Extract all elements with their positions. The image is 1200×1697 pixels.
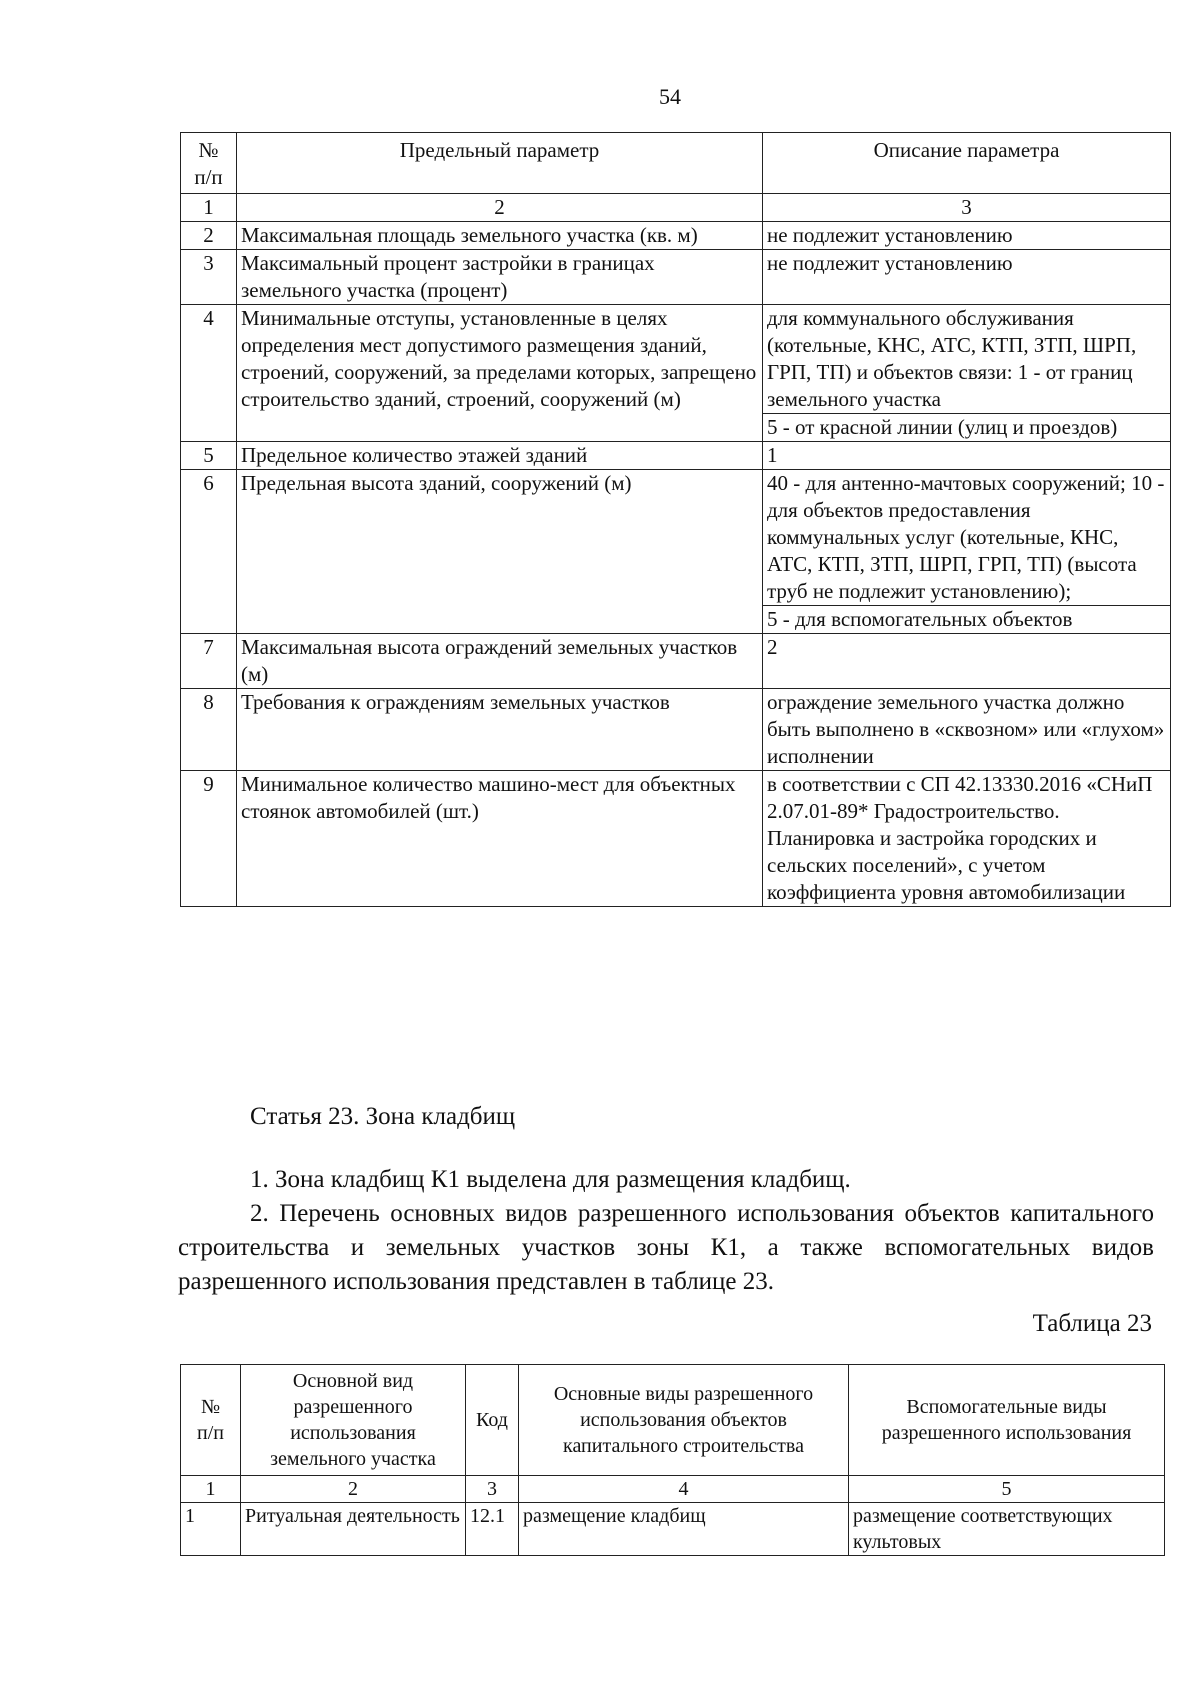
oks-use-cell: размещение кладбищ xyxy=(519,1503,849,1556)
col-number: 1 xyxy=(181,194,237,222)
table-row xyxy=(181,250,1171,305)
article-heading: Статья 23. Зона кладбищ xyxy=(250,1103,516,1130)
row-number: 3 xyxy=(181,250,237,305)
desc-cell: не подлежит установлению xyxy=(763,250,1171,305)
param-cell: Предельная высота зданий, сооружений (м) xyxy=(237,470,763,634)
header-cell-main-use: Основной вид разрешенного использования земельного участка xyxy=(241,1365,466,1476)
aux-use-cell: размещение соответствующих культовых xyxy=(849,1503,1165,1556)
paragraph-2: 2. Перечень основных видов разрешенного использования объектов капитального строительства и земельных участков зоны К1, а также вспомогательных видов разрешенного использования представлен в таблице 23. xyxy=(178,1200,1154,1295)
table-row xyxy=(181,442,1171,470)
col-number: 4 xyxy=(519,1476,849,1503)
row-number: 5 xyxy=(181,442,237,470)
col-number: 2 xyxy=(237,194,763,222)
table-row xyxy=(181,771,1171,907)
table-caption: Таблица 23 xyxy=(1032,1310,1152,1337)
header-cell-aux-uses: Вспомогательные виды разрешенного использования xyxy=(849,1365,1165,1476)
row-number: 2 xyxy=(181,222,237,250)
column-number-row xyxy=(181,1476,1165,1503)
column-number-row xyxy=(181,194,1171,222)
page-number: 54 xyxy=(659,84,681,109)
parameters-table xyxy=(180,132,1171,907)
col-number: 5 xyxy=(849,1476,1165,1503)
header-cell-oks-uses: Основные виды разрешенного использования объектов капитального строительства xyxy=(519,1365,849,1476)
param-cell: Предельное количество этажей зданий xyxy=(237,442,763,470)
desc-cell: ограждение земельного участка должно быть выполнено в «сквозном» или «глухом» исполнении xyxy=(763,689,1171,771)
desc-cell: не подлежит установлению xyxy=(763,222,1171,250)
header-cell-num: № п/п xyxy=(181,1365,241,1476)
row-number: 6 xyxy=(181,470,237,634)
header-cell-desc: Описание параметра xyxy=(763,133,1171,194)
table-header-row xyxy=(181,133,1171,194)
col-number: 1 xyxy=(181,1476,241,1503)
table-row xyxy=(181,689,1171,771)
desc-part: 5 - для вспомогательных объектов xyxy=(763,605,1170,633)
row-number: 4 xyxy=(181,305,237,442)
header-cell-num: № п/п xyxy=(181,133,237,194)
desc-cell: 1 xyxy=(763,442,1171,470)
header-cell-code: Код xyxy=(466,1365,519,1476)
table-row xyxy=(181,470,1171,634)
row-number: 1 xyxy=(181,1503,241,1556)
header-cell-param: Предельный параметр xyxy=(237,133,763,194)
desc-cell: 2 xyxy=(763,634,1171,689)
col-number: 2 xyxy=(241,1476,466,1503)
table-header-row xyxy=(181,1365,1165,1476)
table-row xyxy=(181,634,1171,689)
desc-part: 5 - от красной линии (улиц и проездов) xyxy=(763,413,1170,441)
paragraph-1: 1. Зона кладбищ К1 выделена для размещения кладбищ. xyxy=(250,1166,851,1193)
param-cell: Максимальная высота ограждений земельных участков (м) xyxy=(237,634,763,689)
table-row xyxy=(181,1503,1165,1556)
code-cell: 12.1 xyxy=(466,1503,519,1556)
param-cell: Минимальное количество машино-мест для объектных стоянок автомобилей (шт.) xyxy=(237,771,763,907)
zone-k1-uses-table xyxy=(180,1364,1165,1556)
desc-part: для коммунального обслуживания (котельные, КНС, АТС, КТП, ЗТП, ШРП, ГРП, ТП) и объектов связи: 1 - от границ земельного участка xyxy=(767,306,1137,411)
desc-part: 40 - для антенно-мачтовых сооружений; 10 - для объектов предоставления коммунальных услуг (котельные, КНС, АТС, КТП, ЗТП, ШРП, ГРП, ТП) (высота труб не подлежит установлению); xyxy=(767,471,1165,603)
col-number: 3 xyxy=(763,194,1171,222)
table-row xyxy=(181,305,1171,442)
param-cell: Максимальная площадь земельного участка (кв. м) xyxy=(237,222,763,250)
row-number: 7 xyxy=(181,634,237,689)
desc-cell xyxy=(763,470,1171,634)
col-number: 3 xyxy=(466,1476,519,1503)
param-cell: Максимальный процент застройки в границах земельного участка (процент) xyxy=(237,250,763,305)
desc-cell xyxy=(763,305,1171,442)
row-number: 9 xyxy=(181,771,237,907)
main-use-cell: Ритуальная деятельность xyxy=(241,1503,466,1556)
param-cell: Требования к ограждениям земельных участков xyxy=(237,689,763,771)
param-cell: Минимальные отступы, установленные в целях определения мест допустимого размещения зданий, строений, сооружений, за пределами которых, запрещено строительство зданий, строений, сооружений (м) xyxy=(237,305,763,442)
row-number: 8 xyxy=(181,689,237,771)
desc-cell: в соответствии с СП 42.13330.2016 «СНиП 2.07.01-89* Градостроительство. Планировка и застройка городских и сельских поселений», с учетом коэффициента уровня автомобилизации xyxy=(763,771,1171,907)
table-row xyxy=(181,222,1171,250)
